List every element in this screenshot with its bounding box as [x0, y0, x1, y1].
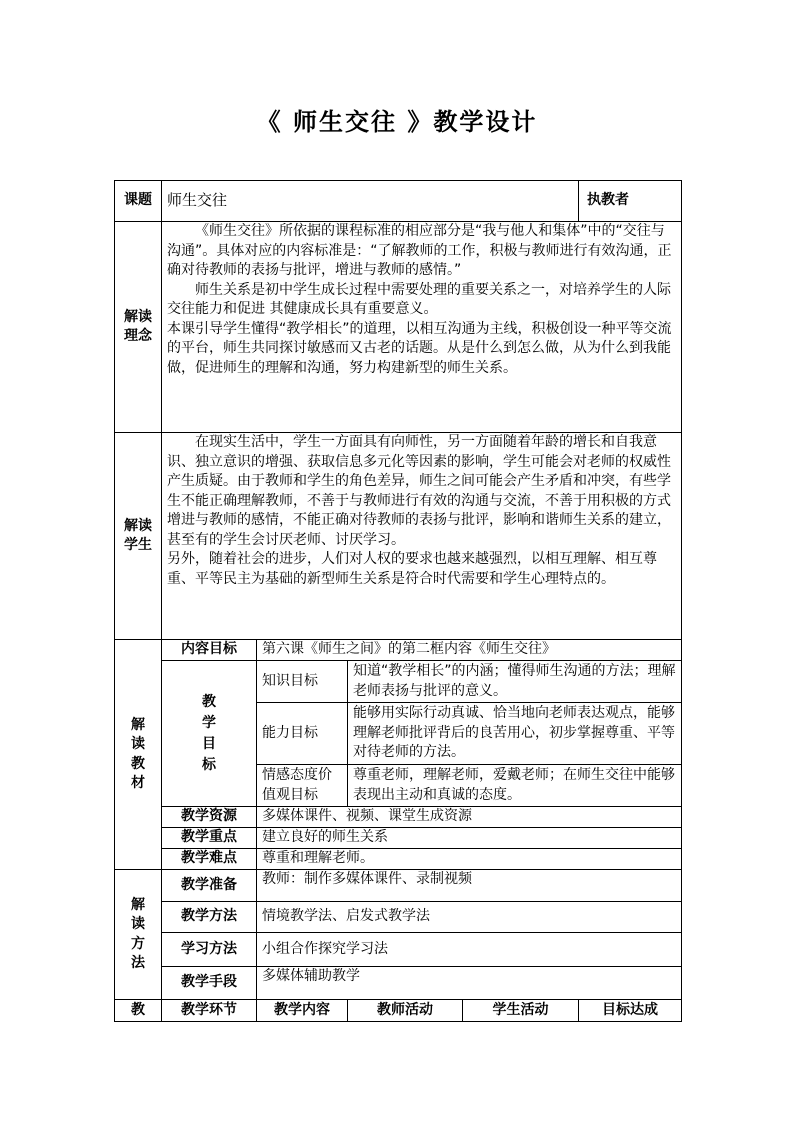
document-title: 《 师生交往 》教学设计 [256, 107, 538, 136]
concept-content [162, 222, 682, 433]
key-point-value: 建立良好的师生关系 [257, 828, 682, 849]
difficult-point-value: 尊重和理解老师。 [257, 849, 682, 870]
process-header-row [115, 1000, 682, 1022]
method-label: 教学方法 [162, 902, 257, 933]
knowledge-goal-value: 知道“教学相长”的内涵；懂得师生沟通的方法；理解老师表扬与批评的意义。 [348, 661, 682, 703]
students-paragraph: 在现实生活中，学生一方面具有向师性，另一方面随着年龄的增长和自我意识、独立意识的增强、获取信息多元化等因素的影响，学生可能会对老师的权威性产生质疑。由于教师和学生的角色差异，师生之间可能会产生矛盾和冲突，有些学生不能正确理解教师，不善于与教师进行有效的沟通与交流，不善于用积极的方式增进与教师的感情，不能正确对待教师的表扬与批评，影响和谐师生关系的建立，甚至有的学生会讨厌老师、讨厌学习。 [167, 434, 671, 548]
emotion-goal-label: 情感态度价值观目标 [257, 765, 348, 807]
key-point-label: 教学重点 [162, 828, 257, 849]
process-col-header: 教师活动 [348, 1000, 463, 1022]
method-label: 教学准备 [162, 870, 257, 902]
concept-row [115, 222, 682, 433]
resources-label: 教学资源 [162, 807, 257, 828]
ability-goal-value: 能够用实际行动真诚、恰当地向老师表达观点，能够理解老师批评背后的良苦用心，初步掌握尊重、平等对待老师的方法。 [348, 703, 682, 765]
methods-label: 解 读 方 法 [115, 870, 162, 1000]
students-row [115, 433, 682, 640]
ability-goal-label: 能力目标 [257, 703, 348, 765]
key-point-row [115, 828, 682, 849]
method-value: 小组合作探究学习法 [257, 933, 682, 967]
method-row [115, 933, 682, 967]
teaching-goal-label: 教 学 目 标 [162, 661, 257, 807]
concept-paragraph: 《师生交往》所依据的课程标准的相应部分是“我与他人和集体”中的“交往与沟通”。具体对应的内容标准是：“了解教师的工作，积极与教师进行有效沟通，正确对待教师的表扬与批评，增进与教师的感情。” [167, 223, 672, 278]
emotion-goal-value: 尊重老师，理解老师，爱戴老师；在师生交往中能够表现出主动和真诚的态度。 [348, 765, 682, 807]
method-label: 学习方法 [162, 933, 257, 967]
process-col-header: 目标达成 [579, 1000, 682, 1022]
method-value: 教师：制作多媒体课件、录制视频 [257, 870, 682, 902]
knowledge-goal-row [115, 661, 682, 703]
materials-label: 解 读 教 材 [115, 640, 162, 870]
students-paragraph: 另外，随着社会的进步，人们对人权的要求也越来越强烈，以相互理解、相互尊重、平等民主为基础的新型师生关系是符合时代需要和学生心理特点的。 [167, 551, 657, 587]
content-goal-value: 第六课《师生之间》的第二框内容《师生交往》 [257, 640, 682, 661]
difficult-point-label: 教学难点 [162, 849, 257, 870]
knowledge-goal-label: 知识目标 [257, 661, 348, 703]
process-label: 教 [115, 1000, 162, 1022]
method-row [115, 902, 682, 933]
difficult-point-row [115, 849, 682, 870]
students-content [162, 433, 682, 640]
lesson-plan-table [114, 180, 682, 1022]
process-col-header: 教学环节 [162, 1000, 257, 1022]
process-col-header: 学生活动 [463, 1000, 579, 1022]
students-label: 解读 学生 [115, 433, 162, 640]
resources-row [115, 807, 682, 828]
course-label: 课题 [115, 181, 162, 222]
concept-paragraph: 本课引导学生懂得“教学相长”的道理，以相互沟通为主线，积极创设一种平等交流的平台，师生共同探讨敏感而又古老的话题。从是什么到怎么做，从为什么到我能做，促进师生的理解和沟通，努力构建新型的师生关系。 [167, 320, 672, 376]
method-row [115, 967, 682, 1000]
concept-paragraph: 师生关系是初中学生成长过程中需要处理的重要关系之一，对培养学生的人际交往能力和促进 其健康成长具有重要意义。 [167, 281, 671, 317]
method-row [115, 870, 682, 902]
process-col-header: 教学内容 [257, 1000, 348, 1022]
concept-label: 解读 理念 [115, 222, 162, 433]
content-goal-row [115, 640, 682, 661]
method-value: 多媒体辅助教学 [257, 967, 682, 1000]
course-row [115, 181, 682, 222]
method-value: 情境教学法、启发式教学法 [257, 902, 682, 933]
method-label: 教学手段 [162, 967, 257, 1000]
resources-value: 多媒体课件、视频、课堂生成资源 [257, 807, 682, 828]
teacher-label: 执教者 [579, 181, 682, 222]
content-goal-label: 内容目标 [162, 640, 257, 661]
course-value: 师生交往 [162, 181, 579, 222]
